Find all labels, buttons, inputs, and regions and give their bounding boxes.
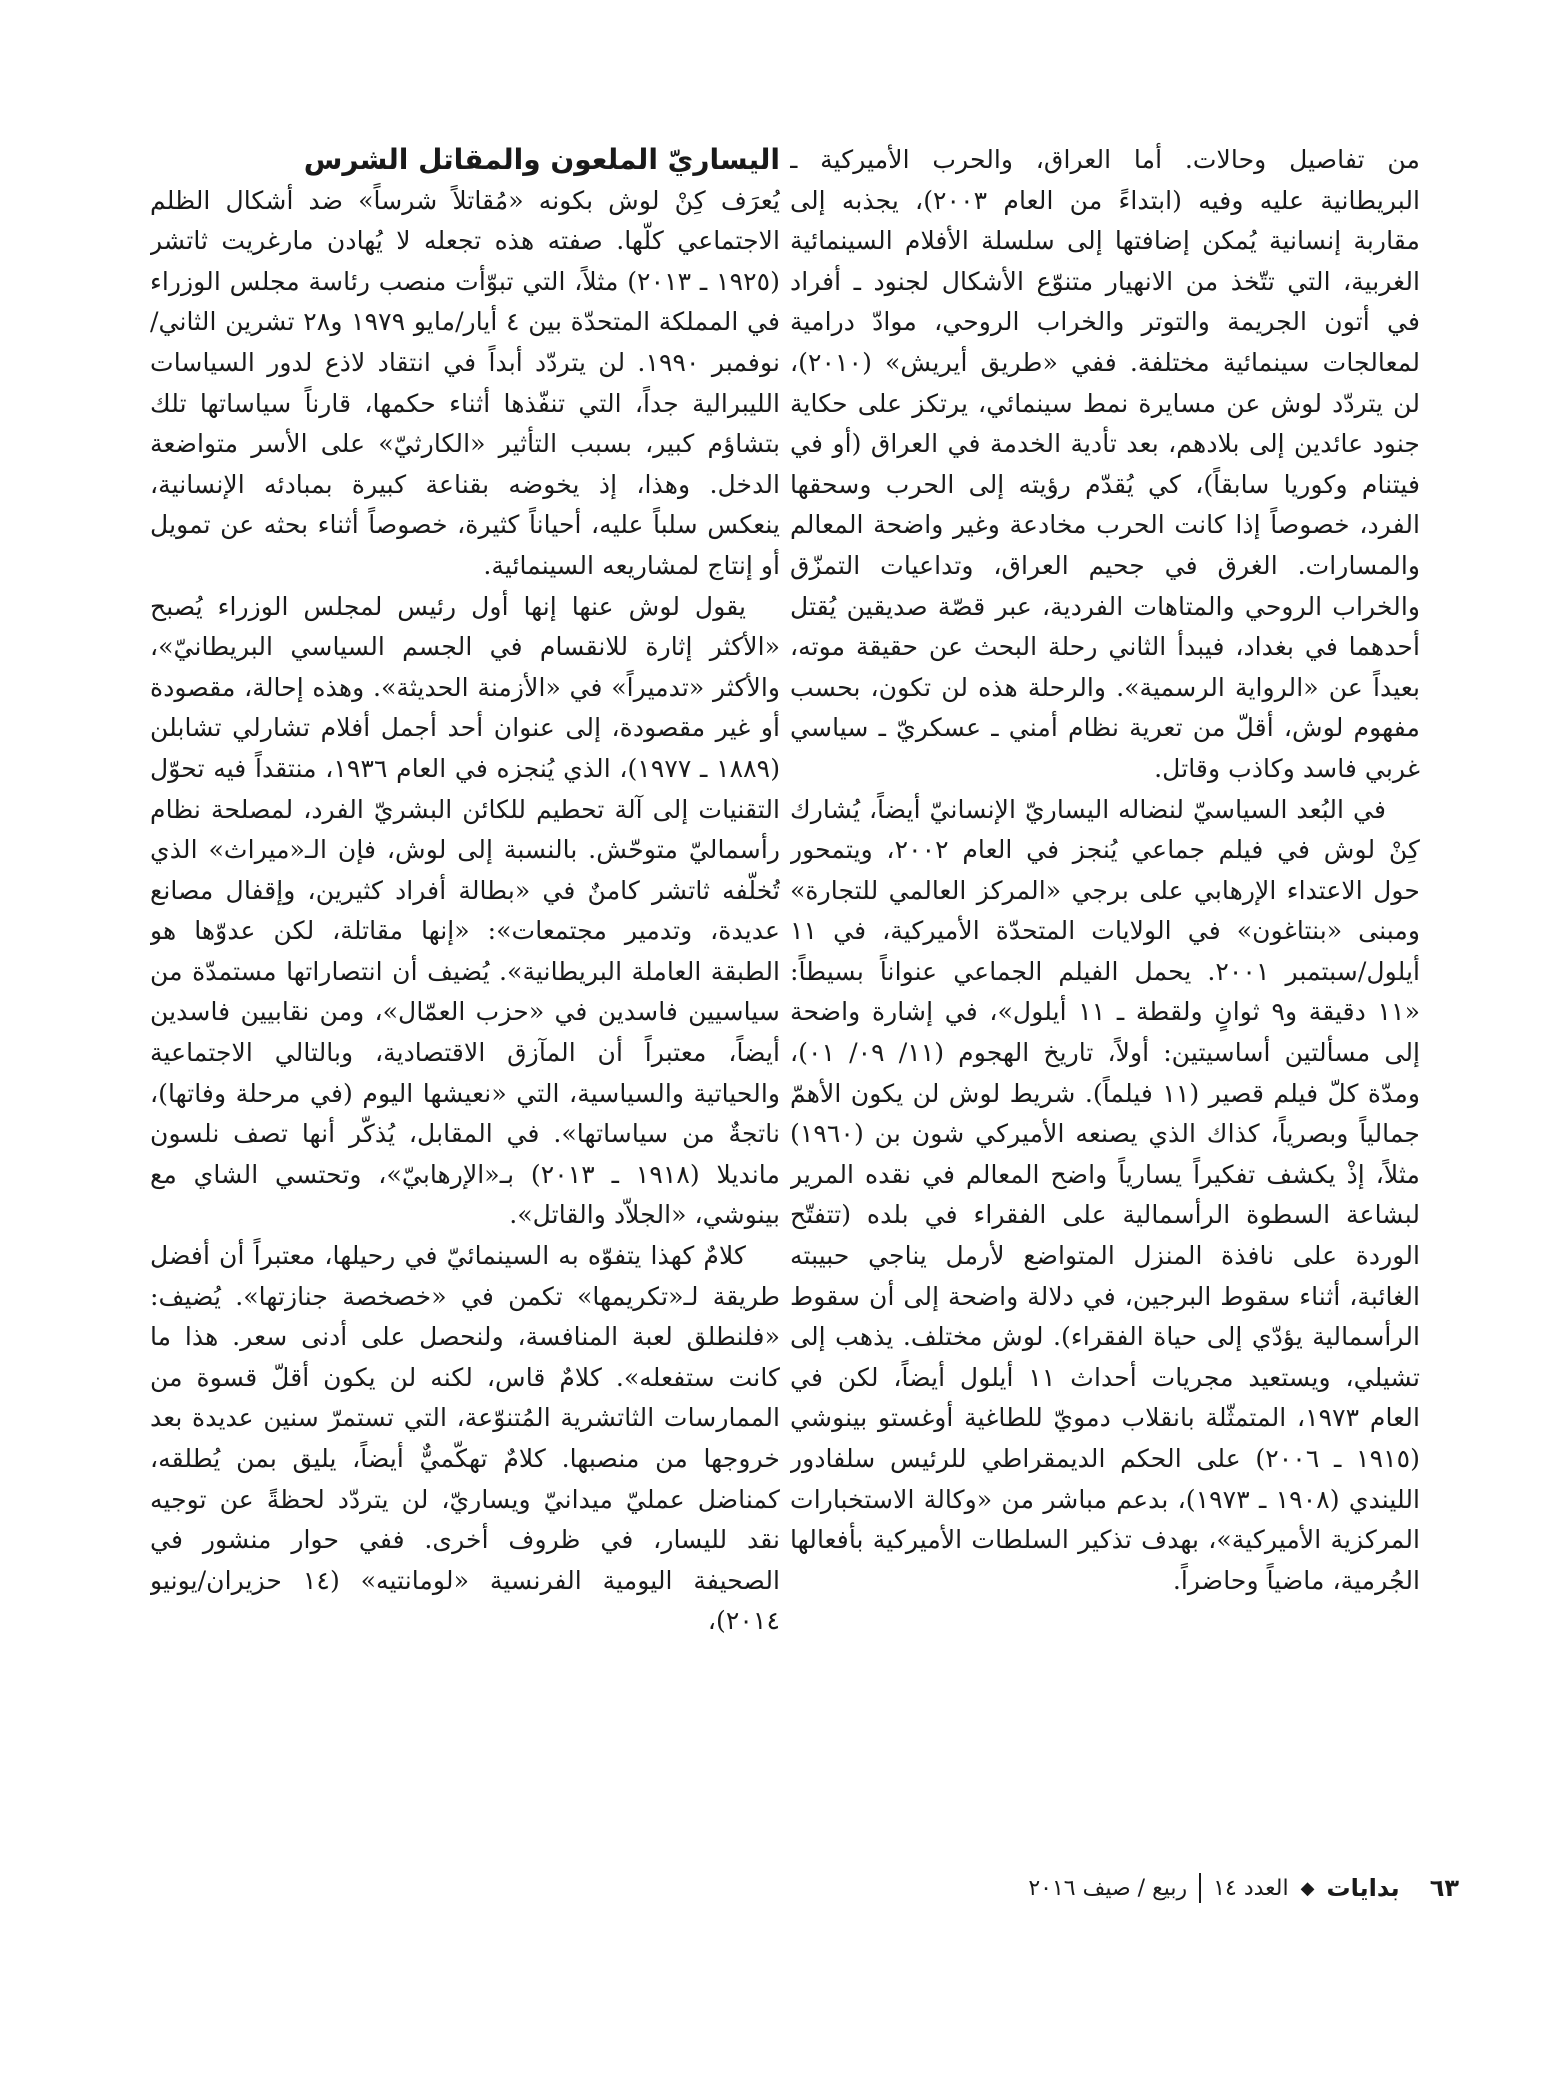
left-column <box>150 140 780 1855</box>
issue-season: ربيع / صيف ٢٠١٦ <box>1028 1875 1188 1901</box>
magazine-name: بدايات <box>1326 1874 1400 1902</box>
article-paragraph: يقول لوش عنها إنها أول رئيس لمجلس الوزراء يُصبح «الأكثر إثارة للانقسام في الجسم السياسي البريطانيّ»، والأكثر «تدميراً» في «الأزمنة الحديثة». وهذه إحالة، مقصودة أو غير مقصودة، إلى عنوان أحد أجمل أفلام تشارلي تشابلن (١٨٨٩ ـ ١٩٧٧)، الذي يُنجزه في العام ١٩٣٦، منتقداً فيه تحوّل التقنيات إلى آلة تحطيم للكائن البشريّ الفرد، لمصلحة نظام رأسماليّ متوحّش. بالنسبة إلى لوش، فإن الـ«ميراث» الذي تُخلّفه ثاتشر كامنٌ في «بطالة أفراد كثيرين، وإقفال مصانع عديدة، وتدمير مجتمعات»: «إنها مقاتلة، لكن عدوّها هو الطبقة العاملة البريطانية». يُضيف أن انتصاراتها مستمدّة من سياسيين فاسدين في «حزب العمّال»، ومن نقابيين فاسدين أيضاً، معتبراً أن المآزق الاقتصادية، وبالتالي الاجتماعية والحياتية والسياسية، التي «نعيشها اليوم (في مرحلة وفاتها)، ناتجةٌ من سياساتها». في المقابل، يُذكّر أنها تصف نلسون مانديلا (١٩١٨ ـ ٢٠١٣) بـ«الإرهابيّ»، وتحتسي الشاي مع بينوشي، «الجلاّد والقاتل». <box>150 591 780 1230</box>
page-footer <box>150 1868 1459 1908</box>
footer-divider <box>1199 1873 1201 1903</box>
right-column <box>790 140 1420 1855</box>
diamond-icon: ◆ <box>1300 1877 1315 1899</box>
article-paragraph: كلامٌ كهذا يتفوّه به السينمائيّ في رحيلها، معتبراً أن أفضل طريقة لـ«تكريمها» تكمن في «خصخصة جنازتها». يُضيف: «فلنطلق لعبة المنافسة، ولنحصل على أدنى سعر. هذا ما كانت ستفعله». كلامٌ قاس، لكنه لن يكون أقلّ قسوة من الممارسات الثاتشرية المُتنوّعة، التي تستمرّ سنين عديدة بعد خروجها من منصبها. كلامٌ تهكّميٌّ أيضاً، يليق بمن يُطلقه، كمناضل عمليّ ميدانيّ ويساريّ، لن يتردّد لحظةً عن توجيه نقد لليسار، في ظروف أخرى. ففي حوار منشور في الصحيفة اليومية الفرنسية «لومانتيه» (١٤ حزيران/يونيو ٢٠١٤)، <box>150 1241 780 1636</box>
issue-number: العدد ١٤ <box>1213 1875 1289 1901</box>
article-paragraph: في البُعد السياسيّ لنضاله اليساريّ الإنسانيّ أيضاً، يُشارك كِنْ لوش في فيلم جماعي يُنجز في العام ٢٠٠٢، ويتمحور حول الاعتداء الإرهابي على برجي «المركز العالمي للتجارة» ومبنى «بنتاغون» في الولايات المتحدّة الأميركية، في ١١ أيلول/سبتمبر ٢٠٠١. يحمل الفيلم الجماعي عنواناً بسيطاً: «١١ دقيقة و٩ ثوانٍ ولقطة ـ ١١ أيلول»، في إشارة واضحة إلى مسألتين أساسيتين: أولاً، تاريخ الهجوم (١١/ ٠٩/ ٠١)، ومدّة كلّ فيلم قصير (١١ فيلماً). شريط لوش لن يكون الأهمّ جمالياً وبصرياً، كذاك الذي يصنعه الأميركي شون بن (١٩٦٠) مثلاً، إذْ يكشف تفكيراً يسارياً واضح المعالم في نقده المرير لبشاعة السطوة الرأسمالية على الفقراء في بلده (تتفتّح الوردة على نافذة المنزل المتواضع لأرمل يناجي حبيبته الغائبة، أثناء سقوط البرجين، في دلالة واضحة إلى أن سقوط الرأسمالية يؤدّي إلى حياة الفقراء). لوش مختلف. يذهب إلى تشيلي، ويستعيد مجريات أحداث ١١ أيلول أيضاً، لكن في العام ١٩٧٣، المتمثّلة بانقلاب دمويّ للطاغية أوغستو بينوشي (١٩١٥ ـ ٢٠٠٦) على الحكم الديمقراطي للرئيس سلفادور الليندي (١٩٠٨ ـ ١٩٧٣)، بدعم مباشر من «وكالة الاستخبارات المركزية الأميركية»، بهدف تذكير السلطات الأميركية بأفعالها الجُرمية، ماضياً وحاضراً. <box>790 794 1420 1595</box>
article-paragraph: من تفاصيل وحالات. أما العراق، والحرب الأميركية ـ البريطانية عليه وفيه (ابتداءً من العام ٢٠٠٣)، يجذبه إلى مقاربة إنسانية يُمكن إضافتها إلى سلسلة الأفلام السينمائية الغربية، التي تتّخذ من الانهيار متنوّع الأشكال لجنود ـ أفراد في أتون الجريمة والتوتر والخراب الروحي، موادّ درامية لمعالجات سينمائية مختلفة. ففي «طريق أيريش» (٢٠١٠)، لن يتردّد لوش عن مسايرة نمط سينمائي، يرتكز على حكاية جنود عائدين إلى بلادهم، بعد تأدية الخدمة في العراق (أو في فيتنام وكوريا سابقاً)، كي يُقدّم رؤيته إلى الحرب وسحقها الفرد، خصوصاً إذا كانت الحرب مخادعة وغير واضحة المعالم والمسارات. الغرق في جحيم العراق، وتداعيات التمزّق والخراب الروحي والمتاهات الفردية، عبر قصّة صديقين يُقتل أحدهما في بغداد، فيبدأ الثاني رحلة البحث عن حقيقة موته، بعيداً عن «الرواية الرسمية». والرحلة هذه لن تكون، بحسب مفهوم لوش، أقلّ من تعرية نظام أمني ـ عسكريّ ـ سياسي غربي فاسد وكاذب وقاتل. <box>790 145 1420 783</box>
page-number: ٦٣ <box>1429 1874 1459 1902</box>
section-title: اليساريّ الملعون والمقاتل الشرس <box>303 143 780 176</box>
article-paragraph: يُعرَف كِنْ لوش بكونه «مُقاتلاً شرساً» ضد أشكال الظلم الاجتماعي كلّها. صفته هذه تجعله لا يُهادن مارغريت ثاتشر (١٩٢٥ ـ ٢٠١٣) مثلاً، التي تبوّأت منصب رئاسة مجلس الوزراء في المملكة المتحدّة بين ٤ أيار/مايو ١٩٧٩ و٢٨ تشرين الثاني/نوفمبر ١٩٩٠. لن يتردّد أبداً في انتقاد لاذع لدور السياسات الليبرالية جداً، التي تنفّذها أثناء حكمها، قارناً سياساتها تلك بتشاؤم كبير، بسبب التأثير «الكارثيّ» على الأسر متواضعة الدخل. وهذا، إذ يخوضه بقناعة كبيرة بمبادئه الإنسانية، ينعكس سلباً عليه، أحياناً كثيرة، خصوصاً أثناء بحثه عن تمويل أو إنتاج لمشاريعه السينمائية. <box>150 185 780 580</box>
